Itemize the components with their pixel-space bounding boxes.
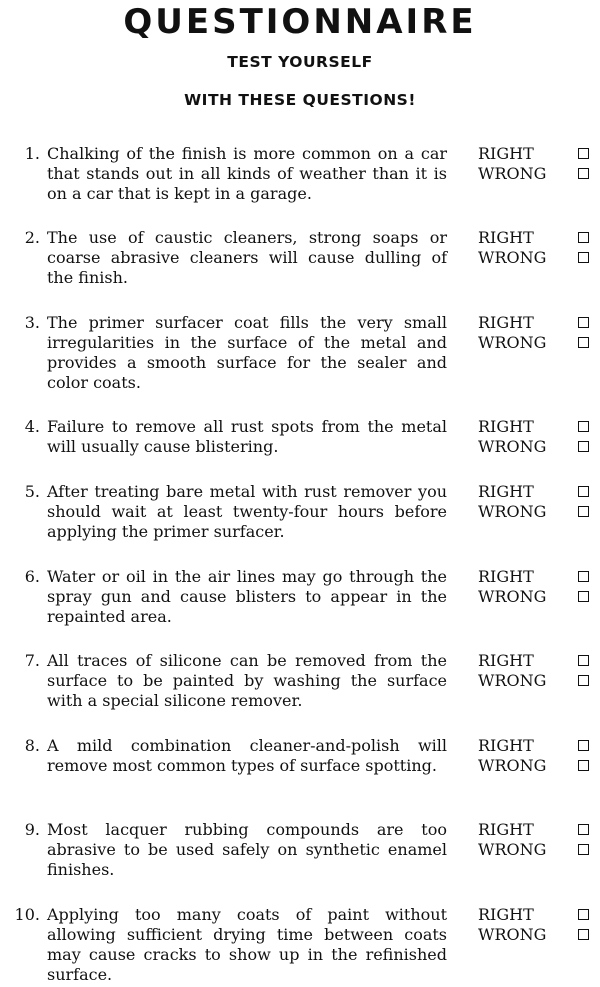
question-text: All traces of silicone can be removed from the surface to be painted by washing the surface with a special silicone remover. xyxy=(47,651,447,710)
answer-wrong-label: WRONG xyxy=(478,164,547,183)
answer-right-option xyxy=(478,228,600,248)
answer-wrong-checkbox[interactable] xyxy=(578,844,589,855)
answer-right-label: RIGHT xyxy=(478,905,534,924)
answer-wrong-option xyxy=(478,164,600,184)
question-number: 7. xyxy=(24,651,40,670)
answer-wrong-checkbox[interactable] xyxy=(578,337,589,348)
question-number: 1. xyxy=(24,144,40,163)
question-text: Water or oil in the air lines may go through the spray gun and cause blisters to appear in the repainted area. xyxy=(47,567,447,626)
answer-options xyxy=(478,417,600,457)
question-number: 9. xyxy=(24,820,40,839)
answer-right-label: RIGHT xyxy=(478,144,534,163)
answer-wrong-option xyxy=(478,587,600,607)
answer-right-option xyxy=(478,820,600,840)
page-title: QUESTIONNAIRE xyxy=(123,2,477,42)
answer-right-option xyxy=(478,567,600,587)
answer-right-checkbox[interactable] xyxy=(578,317,589,328)
answer-options xyxy=(478,567,600,607)
answer-right-checkbox[interactable] xyxy=(578,740,589,751)
answer-right-checkbox[interactable] xyxy=(578,232,589,243)
answer-right-option xyxy=(478,144,600,164)
answer-right-option xyxy=(478,651,600,671)
question-text: Chalking of the finish is more common on a car that stands out in all kinds of weather than it is on a car that is kept in a garage. xyxy=(47,144,447,203)
answer-wrong-checkbox[interactable] xyxy=(578,675,589,686)
answer-wrong-label: WRONG xyxy=(478,671,547,690)
answer-right-checkbox[interactable] xyxy=(578,571,589,582)
answer-wrong-checkbox[interactable] xyxy=(578,591,589,602)
question-number: 4. xyxy=(24,417,40,436)
question-text: A mild combination cleaner-and-polish will remove most common types of surface spotting. xyxy=(47,736,447,775)
answer-wrong-label: WRONG xyxy=(478,333,547,352)
question-text: After treating bare metal with rust remover you should wait at least twenty-four hours before applying the primer surfacer. xyxy=(47,482,447,541)
answer-wrong-label: WRONG xyxy=(478,437,547,456)
answer-options xyxy=(478,905,600,945)
answer-wrong-label: WRONG xyxy=(478,756,547,775)
answer-wrong-checkbox[interactable] xyxy=(578,506,589,517)
answer-right-label: RIGHT xyxy=(478,651,534,670)
answer-wrong-checkbox[interactable] xyxy=(578,760,589,771)
answer-options xyxy=(478,228,600,268)
answer-wrong-checkbox[interactable] xyxy=(578,441,589,452)
answer-right-option xyxy=(478,313,600,333)
question-text: Most lacquer rubbing compounds are too abrasive to be used safely on synthetic enamel finishes. xyxy=(47,820,447,879)
question-number: 10. xyxy=(14,905,40,924)
answer-wrong-option xyxy=(478,248,600,268)
subtitle-line-2: WITH THESE QUESTIONS! xyxy=(184,91,416,109)
question-number: 2. xyxy=(24,228,40,247)
answer-options xyxy=(478,313,600,353)
answer-right-option xyxy=(478,905,600,925)
answer-wrong-checkbox[interactable] xyxy=(578,929,589,940)
subtitle-line-1: TEST YOURSELF xyxy=(227,53,373,71)
answer-options xyxy=(478,651,600,691)
answer-right-checkbox[interactable] xyxy=(578,148,589,159)
answer-right-checkbox[interactable] xyxy=(578,486,589,497)
answer-wrong-option xyxy=(478,333,600,353)
answer-right-label: RIGHT xyxy=(478,736,534,755)
answer-right-option xyxy=(478,417,600,437)
answer-right-checkbox[interactable] xyxy=(578,909,589,920)
answer-wrong-label: WRONG xyxy=(478,587,547,606)
answer-right-option xyxy=(478,482,600,502)
answer-right-label: RIGHT xyxy=(478,313,534,332)
answer-options xyxy=(478,482,600,522)
question-number: 5. xyxy=(24,482,40,501)
question-number: 3. xyxy=(24,313,40,332)
answer-right-checkbox[interactable] xyxy=(578,655,589,666)
question-text: Failure to remove all rust spots from the metal will usually cause blistering. xyxy=(47,417,447,456)
question-text: The use of caustic cleaners, strong soaps or coarse abrasive cleaners will cause dulling of the finish. xyxy=(47,228,447,287)
question-number: 6. xyxy=(24,567,40,586)
answer-wrong-option xyxy=(478,756,600,776)
answer-right-label: RIGHT xyxy=(478,482,534,501)
answer-wrong-option xyxy=(478,671,600,691)
answer-wrong-option xyxy=(478,437,600,457)
answer-wrong-label: WRONG xyxy=(478,502,547,521)
answer-options xyxy=(478,820,600,860)
answer-right-checkbox[interactable] xyxy=(578,824,589,835)
answer-wrong-option xyxy=(478,502,600,522)
question-text: The primer surfacer coat fills the very small irregularities in the surface of the metal and provides a smooth surface for the sealer and color coats. xyxy=(47,313,447,392)
answer-right-label: RIGHT xyxy=(478,820,534,839)
answer-right-label: RIGHT xyxy=(478,417,534,436)
question-text: Applying too many coats of paint without allowing sufficient drying time between coats may cause cracks to show up in the refinished surface. xyxy=(47,905,447,984)
question-number: 8. xyxy=(24,736,40,755)
answer-right-label: RIGHT xyxy=(478,228,534,247)
answer-wrong-checkbox[interactable] xyxy=(578,168,589,179)
answer-right-checkbox[interactable] xyxy=(578,421,589,432)
answer-right-option xyxy=(478,736,600,756)
answer-options xyxy=(478,144,600,184)
answer-wrong-label: WRONG xyxy=(478,840,547,859)
answer-wrong-label: WRONG xyxy=(478,248,547,267)
answer-options xyxy=(478,736,600,776)
answer-wrong-checkbox[interactable] xyxy=(578,252,589,263)
answer-wrong-option xyxy=(478,925,600,945)
answer-wrong-label: WRONG xyxy=(478,925,547,944)
answer-right-label: RIGHT xyxy=(478,567,534,586)
answer-wrong-option xyxy=(478,840,600,860)
